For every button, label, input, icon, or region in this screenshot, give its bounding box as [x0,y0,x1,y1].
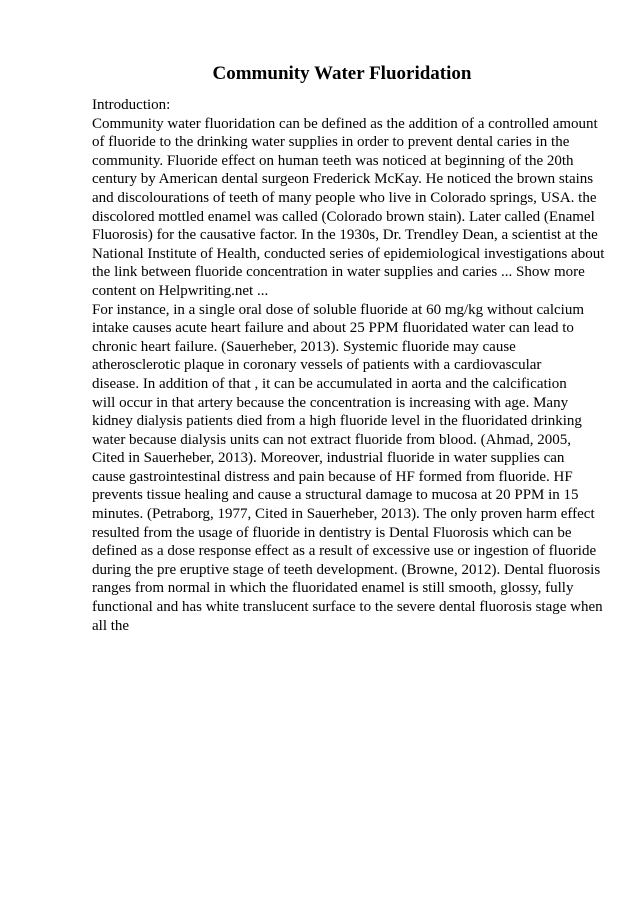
text-line: of fluoride to the drinking water supplies in order to prevent dental caries in the [92,134,570,151]
text-line: community. Fluoride effect on human teeth was noticed at beginning of the 20th [92,152,574,169]
text-line: chronic heart failure. (Sauerheber, 2013). Systemic fluoride may cause [92,338,516,355]
text-line: all the [92,617,130,634]
text-line: discolored mottled enamel was called (Colorado brown stain). Later called (Enamel [92,208,595,225]
document-title: Community Water Fluoridation [212,63,472,84]
text-line: defined as a dose response effect as a result of excessive use or ingestion of fluoride [92,543,597,560]
text-line: Cited in Sauerheber, 2013). Moreover, industrial fluoride in water supplies can [92,450,565,467]
document-body [92,96,612,635]
text-line: functional and has white translucent surface to the severe dental fluorosis stage when [92,599,603,616]
text-line: during the pre eruptive stage of teeth development. (Browne, 2012). Dental fluorosis [92,561,601,578]
text-line: ranges from normal in which the fluoridated enamel is still smooth, glossy, fully [92,580,574,597]
text-line: minutes. (Petraborg, 1977, Cited in Sauerheber, 2013). The only proven harm effect [92,506,595,523]
text-line: content on Helpwriting.net ... [92,282,269,299]
text-line: atherosclerotic plaque in coronary vessels of patients with a cardiovascular [92,357,542,374]
text-line: For instance, in a single oral dose of soluble fluoride at 60 mg/kg without calcium [92,301,584,318]
text-line: resulted from the usage of fluoride in dentistry is Dental Fluorosis which can be [92,524,572,541]
text-line: Community water fluoridation can be defined as the addition of a controlled amount [92,115,598,132]
text-line: cause gastrointestinal distress and pain because of HF formed from fluoride. HF [92,468,573,485]
text-line: water because dialysis units can not extract fluoride from blood. (Ahmad, 2005, [92,431,572,448]
text-line: kidney dialysis patients died from a high fluoride level in the fluoridated drinking [92,413,582,430]
text-line: will occur in that artery because the concentration is increasing with age. Many [92,394,569,411]
intro-heading: Introduction: [92,97,171,113]
text-line: intake causes acute heart failure and about 25 PPM fluoridated water can lead to [92,320,574,337]
text-line: prevents tissue healing and cause a structural damage to mucosa at 20 PPM in 15 [92,487,579,504]
text-line: century by American dental surgeon Frederick McKay. He noticed the brown stains [92,171,594,188]
text-line: the link between fluoride concentration in water supplies and caries ... Show more [92,264,585,281]
text-line: Fluorosis) for the causative factor. In the 1930s, Dr. Trendley Dean, a scientist at the [92,227,598,244]
text-line: National Institute of Health, conducted series of epidemiological investigations about [92,245,605,262]
text-line: disease. In addition of that , it can be accumulated in aorta and the calcification [92,375,567,392]
text-line: and discolourations of teeth of many people who live in Colorado springs, USA. the [92,189,597,206]
